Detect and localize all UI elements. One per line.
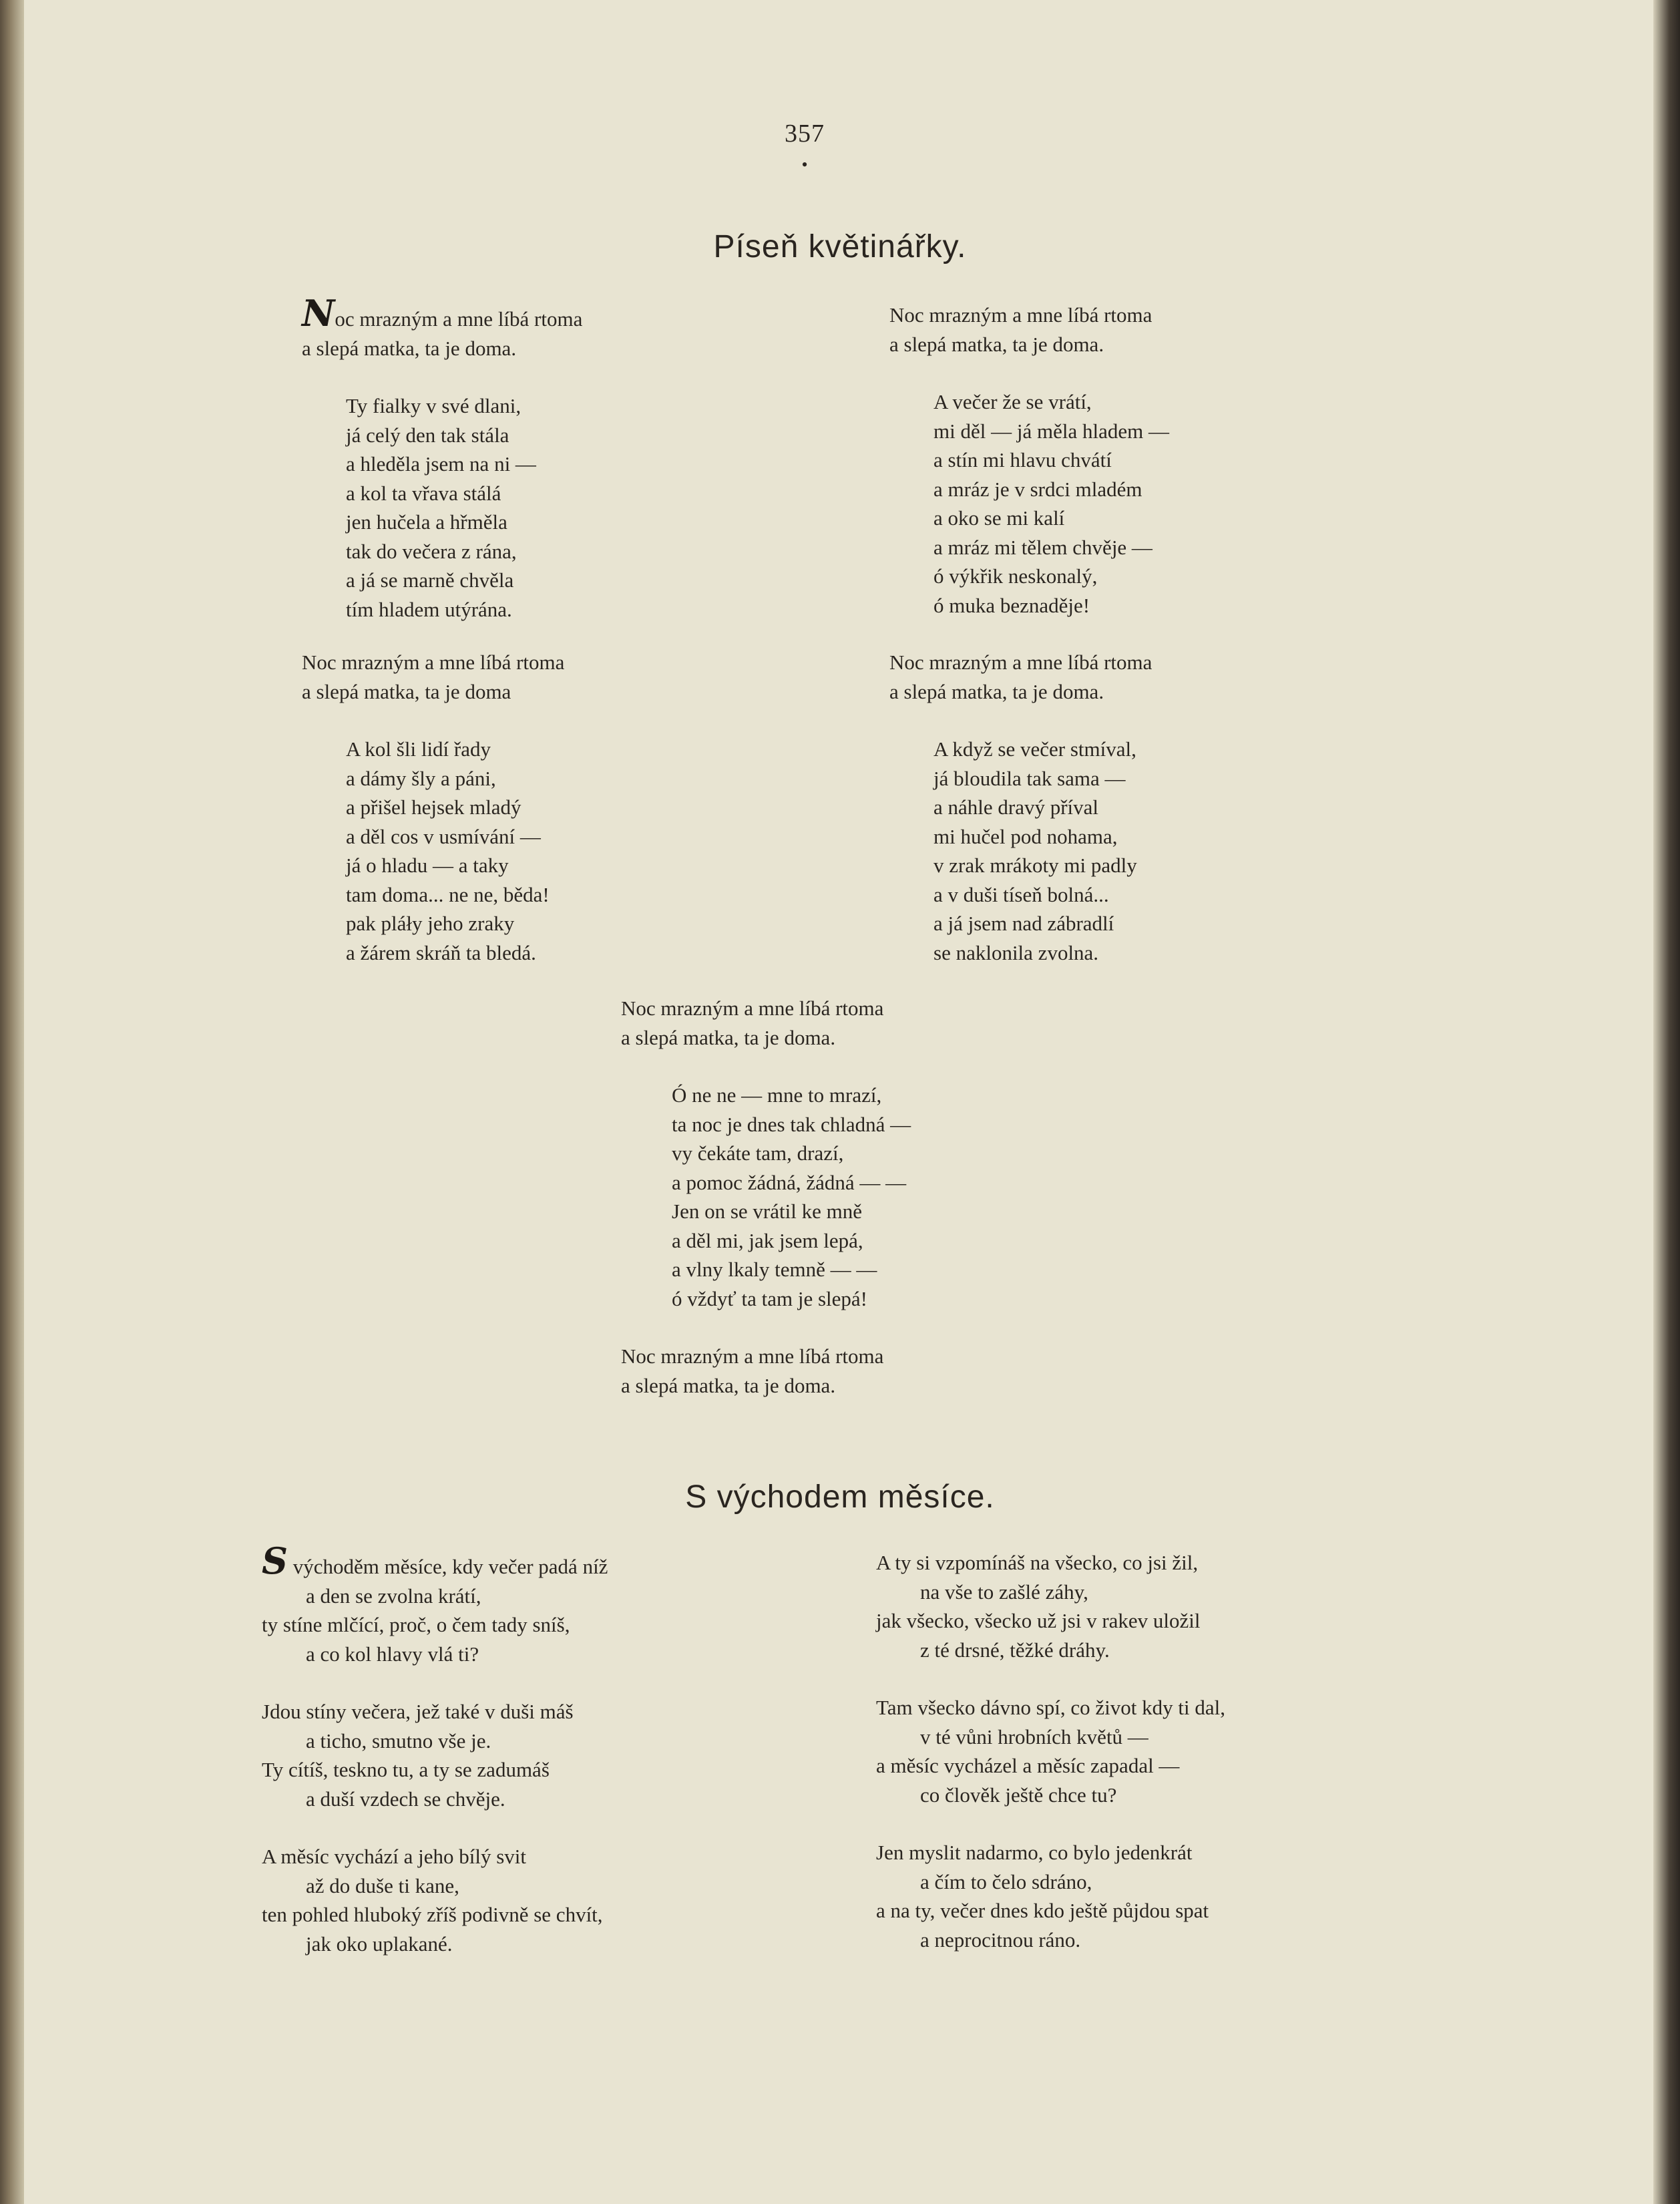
poem2-left-column [262,1539,608,1958]
decorative-initial: N [302,292,334,335]
verse-line: a mráz mi tělem chvěje — [933,535,1152,559]
stanza [262,1539,608,1668]
verse-line: tím hladem utýrána. [346,597,512,621]
verse-line: A měsíc vychází a jeho bílý svit [262,1845,527,1868]
refrain-line: a slepá matka, ta je doma. [889,332,1104,356]
page-dot: • [801,155,808,174]
verse-line: a duší vzdech se chvěje. [306,1787,505,1811]
verse-line: tam doma... ne ne, běda! [346,882,550,906]
verse-line: ó vždyť ta tam je slepá! [672,1286,868,1310]
verse-line: a dámy šly a páni, [346,766,496,790]
verse-line: a den se zvolna krátí, [306,1584,481,1608]
verse-line: a děl mi, jak jsem lepá, [672,1228,863,1252]
stanza [876,1693,1225,1809]
verse-line: vy čekáte tam, drazí, [672,1141,844,1165]
poem1-center [621,994,911,1400]
verse-line: a přišel hejsek mladý [346,795,521,819]
refrain-line: Noc mrazným a mne líbá rtoma [621,996,884,1020]
verse-line: ta noc je dnes tak chladná — [672,1112,911,1136]
verse-line: a žárem skráň ta bledá. [346,940,536,964]
verse-line: a pomoc žádná, žádná — — [672,1170,907,1194]
verse-line: pak pláły jeho zraky [346,912,515,935]
verse-line: Ty cítíš, teskno tu, a ty se zadumáš [262,1758,550,1781]
page-binding-edge [0,0,24,2204]
refrain-line: a slepá matka, ta je doma. [302,336,517,360]
verse-line: Tam všecko dávno spí, co život kdy ti dal, [876,1696,1226,1719]
verse-line: a vlny lkaly temně — — [672,1258,877,1281]
refrain-line: a slepá matka, ta je doma. [889,679,1104,703]
verse-line: a hleděla jsem na ni — [346,452,536,476]
verse-line: já celý den tak stála [346,423,509,447]
verse-line: a ticho, smutno vše je. [306,1728,491,1753]
verse-line: a na ty, večer dnes kdo ještě půjdou spat [876,1899,1209,1922]
verse-line: A kol šli lidí řady [346,737,491,761]
decorative-initial: S [262,1539,286,1582]
verse-line: ty stíne mlčící, proč, o čem tady sníš, [262,1613,570,1636]
stanza-1 [302,391,582,624]
stanza [876,1548,1225,1664]
verse-line: ten pohled hluboký zříš podivně se chvít, [262,1903,603,1926]
verse-line: Jen myslit nadarmo, co bylo jedenkrát [876,1841,1193,1864]
page-right-edge [1653,0,1680,2204]
page-number: 357 [785,120,825,148]
verse-line: ó muka beznaděje! [933,593,1090,617]
verse-line: a neprocitnou ráno. [920,1927,1081,1952]
poem1-left-middle [302,648,564,967]
poem2-right-column [876,1548,1225,1954]
poem1-title: Píseň květinářky. [713,229,967,264]
verse-line: se naklonila zvolna. [933,940,1099,964]
verse-line: mi hučel pod nohama, [933,824,1118,848]
stanza [262,1842,608,1958]
refrain-line: a slepá matka, ta je doma. [621,1025,836,1049]
verse-line: na vše to zašlé záhy, [920,1580,1088,1604]
verse-line: a čím to čelo sdráno, [920,1869,1092,1893]
poem1-left-top [302,292,583,624]
stanza [876,1838,1225,1954]
verse-line: jak oko uplakané. [306,1932,453,1956]
refrain-line: Noc mrazným a mne líbá rtoma [889,651,1152,674]
poem1-right-top [889,301,1169,620]
refrain-line: Noc mrazným a mne líbá rtoma [889,303,1152,327]
verse-line: a kol ta vřava stálá [346,481,501,505]
stanza-2 [889,387,1169,620]
verse-line: já o hladu — a taky [346,854,509,877]
verse-line: jak všecko, všecko už jsi v rakev uložil [876,1609,1201,1632]
poem2-title: S východem měsíce. [685,1479,995,1515]
verse-line: a měsíc vycházel a měsíc zapadal — [876,1754,1180,1777]
refrain-line: a slepá matka, ta je doma [302,679,511,703]
verse-line: a já se marně chvěla [346,568,514,592]
refrain-line: Noc mrazným a mne líbá rtoma [621,1344,884,1368]
verse-line: Jen on se vrátil ke mně [672,1200,862,1223]
stanza-4 [889,735,1152,967]
verse-line: S východěm měsíce, kdy večer padá níž [262,1539,608,1582]
verse-line: co člověk ještě chce tu? [920,1783,1117,1807]
verse-line: a mráz je v srdci mladém [933,477,1142,501]
stanza-5 [621,1081,911,1313]
refrain-line: a slepá matka, ta je doma. [621,1373,836,1397]
verse-line: v zrak mrákoty mi padly [933,854,1137,877]
verse-line: Ty fialky v své dlani, [346,394,521,417]
verse-line: jen hučela a hřměla [346,510,507,534]
verse-line: a náhle dravý příval [933,795,1099,819]
verse-line: mi děl — já měla hladem — [933,419,1169,443]
verse-line: a stín mi hlavu chvátí [933,448,1112,472]
verse-line: A večer že se vrátí, [933,390,1092,413]
verse-line: a oko se mi kalí [933,506,1065,530]
verse-line: a já jsem nad zábradlí [933,912,1114,935]
verse-line: a v duši tíseň bolná... [933,882,1109,906]
refrain-line: Noc mrazným a mne líbá rtoma [302,292,583,335]
verse-line: A ty si vzpomínáš na všecko, co jsi žil, [876,1551,1199,1574]
verse-line: A když se večer stmíval, [933,737,1136,761]
verse-line: z té drsné, těžké dráhy. [920,1638,1110,1662]
verse-line: já bloudila tak sama — [933,766,1126,790]
verse-line: až do duše ti kane, [306,1873,459,1897]
stanza [262,1697,608,1813]
verse-line: Jdou stíny večera, jež také v duši máš [262,1700,574,1723]
stanza-3 [302,735,564,967]
verse-line: a děl cos v usmívání — [346,824,541,848]
verse-line: tak do večera z rána, [346,539,517,563]
verse-line: v té vůni hrobních květů — [920,1724,1148,1749]
poem1-right-middle [889,648,1152,967]
verse-line: a co kol hlavy vlá ti? [306,1642,479,1666]
verse-line: ó výkřik neskonalý, [933,564,1098,588]
refrain-line: Noc mrazným a mne líbá rtoma [302,651,565,674]
verse-line: Ó ne ne — mne to mrazí, [672,1083,882,1107]
